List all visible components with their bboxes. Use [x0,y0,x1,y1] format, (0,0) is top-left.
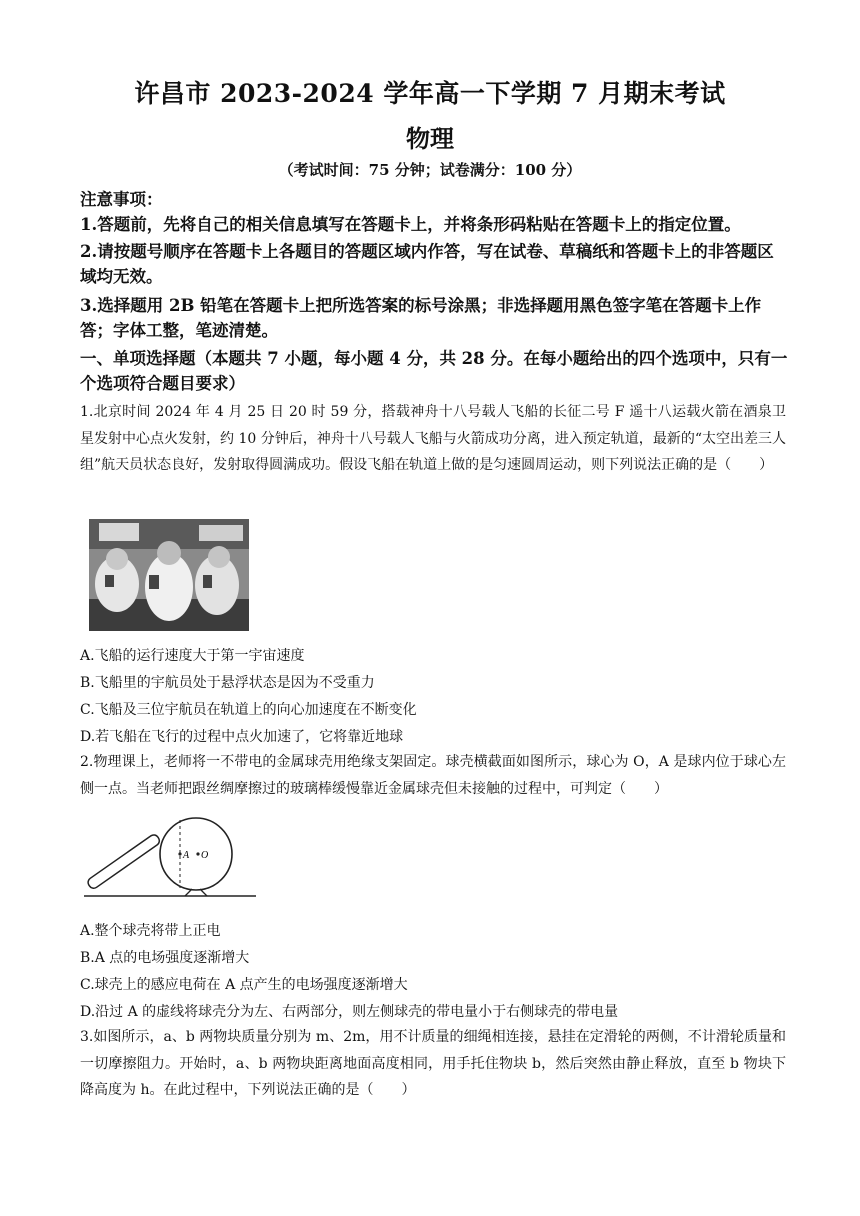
question-1-option-d: D.若飞船在飞行的过程中点火加速了，它将靠近地球 [80,729,404,745]
question-2-stem: 2.物理课上，老师将一不带电的金属球壳用绝缘支架固定。球壳横截面如图所示，球心为 O，A 是球内位于球心左侧一点。当老师把跟丝绸摩擦过的玻璃棒缓慢靠近金属球壳但未接触的过程中，可判定（ ） [80,754,786,797]
question-1-stem: 1.北京时间 2024 年 4 月 25 日 20 时 59 分，搭载神舟十八号载人飞船的长征二号 F 遥十八运载火箭在酒泉卫星发射中心点火发射，约 10 分钟后，神舟十八号载人飞船与火箭成功分离，进入预定轨道，最新的“太空出差三人组”航天员状态良好，发射取得圆满成功。假设飞船在轨道上做的是匀速圆周运动，则下列说法正确的是（ ） [80,404,786,473]
question-2-option-a: A.整个球壳将带上正电 [80,923,221,939]
section1-heading: 一、单项选择题（本题共 7 小题，每小题 4 分，共 28 分。在每小题给出的四个选项中，只有一个选项符合题目要求） [80,349,788,393]
point-o-label: O [201,850,209,861]
subject-title: 物理 [406,124,454,153]
exam-title: 许昌市 2023-2024 学年高一下学期 7 月期末考试 [134,79,726,108]
question-1-option-b: B.飞船里的宇航员处于悬浮状态是因为不受重力 [80,675,375,691]
question-2-option-b: B.A 点的电场强度逐渐增大 [80,950,250,966]
notice-item-3: 3.选择题用 2B 铅笔在答题卡上把所选答案的标号涂黑；非选择题用黑色签字笔在答题卡上作答；字体工整，笔迹清楚。 [80,296,762,340]
astronauts-photo [89,519,249,631]
point-a-label: A [183,850,190,861]
question-1-option-a: A.飞船的运行速度大于第一宇宙速度 [80,648,305,664]
notice-item-1: 1.答题前，先将自己的相关信息填写在答题卡上，并将条形码粘贴在答题卡上的指定位置。 [80,215,741,234]
exam-info: （考试时间：75 分钟；试卷满分：100 分） [278,161,582,179]
metal-shell-diagram [84,812,259,907]
question-2-option-d: D.沿过 A 的虚线将球壳分为左、右两部分，则左侧球壳的带电量小于右侧球壳的带电量 [80,1004,619,1020]
question-1-option-c: C.飞船及三位宇航员在轨道上的向心加速度在不断变化 [80,702,417,718]
notice-heading: 注意事项： [80,190,163,209]
notice-item-2: 2.请按题号顺序在答题卡上各题目的答题区域内作答，写在试卷、草稿纸和答题卡上的非答题区域均无效。 [80,242,774,286]
question-2-option-c: C.球壳上的感应电荷在 A 点产生的电场强度逐渐增大 [80,977,408,993]
question-3-stem: 3.如图所示，a、b 两物块质量分别为 m、2m，用不计质量的细绳相连接，悬挂在定滑轮的两侧，不计滑轮质量和一切摩擦阻力。开始时，a、b 两物块距离地面高度相同，用手托住物块 b，然后突然由静止释放，直至 b 物块下降高度为 h。在此过程中，下列说法正确的是（ ） [80,1029,786,1098]
